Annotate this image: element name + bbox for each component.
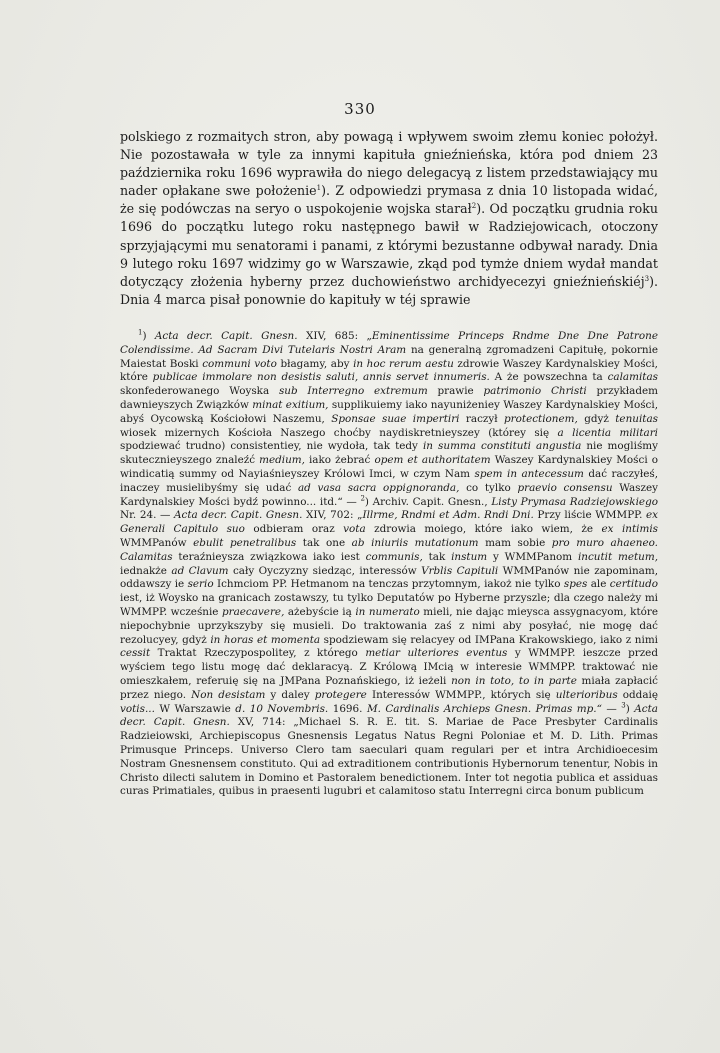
footnote-text: Traktat Rzeczypospolitey, z którego (150, 647, 366, 660)
footnote-text: Listy Prymasa Radziejowskiego (491, 495, 658, 508)
footnote-text: ex Generali Capitulo suo (120, 509, 659, 536)
footnote-text: Eminentissime Princeps Rndme Dne Dne Patrone Colendissime. Ad Sacram Divi Tutelaris Nostri Aram (120, 330, 658, 356)
footnote-text: instum (451, 550, 488, 563)
footnote-text: XV, 714: „Michael S. R. E. tit. S. Mariae de Pace Presbyter Cardinalis Radzieiowski, Archiepiscopus Gnesnensis Legatus Natus Regni Poloniae et M. D. Lith. Primas Primusque Princeps. Universo Clero tam saeculari quam regulari per et intra Archidioecesim Nostram Gnesnensem constituto. Qui ad extraditionem contributionis Hybernorum tenentur, Nobis in Christo dilecti salutem in Domino et Pastoralem benedictionem. Inter tot negotia publica et assiduas curas Primatiales, quibus in praesenti lugubri et calamitoso statu Interregni circa bonum publicum (120, 716, 659, 798)
footnote-text: mieli, nie dając mieysca assygnacyom, które niepochybnie uprzykszyby się musieli. Do traktowania zaś z nimi aby posyłać, nie mogę dać rezolucyey, gdyż (120, 605, 659, 646)
footnote-text: raczył (459, 412, 505, 425)
footnote-text: protectionem, (504, 412, 578, 425)
footnote-text: na generalną zgromadzeni Capitułę, pokornie Maiestat Boski (120, 343, 659, 370)
footnote-text: ebulit penetralibus (193, 536, 297, 549)
footnote-text: protegere (314, 688, 367, 701)
footnote-text: praecavere, (221, 605, 285, 618)
footnote-text: — (601, 702, 622, 715)
footnote-text: ale (587, 578, 610, 591)
footnote-text: Przy liście WMMPP. (533, 509, 646, 522)
footnote-text: ulterioribus (555, 688, 618, 701)
footnote-text: in summa constituti angustia (422, 440, 582, 453)
footnote-text: oddaię (617, 688, 658, 701)
footnote-text: cały Oyczyzny siedząc, interessów (228, 564, 422, 577)
footnote-text: medium, (259, 454, 305, 467)
footnote-text: teraźnieysza związkowa iako iest (172, 550, 366, 563)
footnote-text: pro muro ahaeneo. Calamitas (120, 536, 658, 563)
footnote-text: Illrme, Rndmi et Adm. Rndi Dni. (362, 509, 534, 522)
footnote-text: prawie (427, 385, 484, 398)
footnote-text: Non desistam (191, 688, 266, 701)
footnote-text: Waszey Kardynalskiey Mości bydź powinno... itd.“ — (120, 481, 659, 508)
footnote-text: votis... (120, 702, 155, 715)
footnote-text: wiosek mizernych Kościoła Naszego choćby naydiskretnieyszey (którey się (120, 426, 558, 439)
footnote-ref: 1 (316, 184, 322, 193)
footnote-text: iest, iż Woysko na granicach zostawszy, tu tylko Deputatów po Hyberne przyszle; dla czego należy mi WMMPP. wcześnie (120, 592, 658, 618)
footnote-text: minat exitium, (252, 398, 329, 411)
footnote-text: Acta decr. Capit. Gnesn. (174, 509, 303, 522)
footnote-text: nie mogliśmy skutecznieyszego znaleźć (120, 440, 658, 467)
footnote-text: tenuitas (615, 412, 658, 425)
footnote-text: ) (625, 702, 635, 715)
footnote-text: 1696. (328, 702, 367, 715)
footnote-text: supplikuiemy iako nayuniżeniey Waszey Kardynalskiey Mości, abyś Oycowską Kościołowi Naszemu, (120, 398, 658, 425)
footnote-text: spes (563, 578, 588, 591)
footnote-text: spodziewam się relacyey od IMPana Krakowskiego, iako z nimi (320, 633, 658, 646)
footnote-text: a licentia militari (557, 426, 658, 439)
footnote-text: sub Interregno extremum (278, 385, 428, 398)
footnote-text: Waszey Kardynalskiey Mości o windicatią summy od Nayiaśnieyszey Królowi Imci, w czym Nam (120, 454, 658, 480)
footnote-ref: 2 (471, 202, 477, 211)
footnote-1 (120, 330, 658, 799)
footnote-text: Acta decr. Capit. Gnesn. (154, 330, 298, 342)
footnote-text: Nr. 24. — (120, 509, 175, 522)
footnote-text: serio (187, 578, 214, 591)
footnote-text: odbieram oraz (244, 523, 344, 536)
footnote-text: d. 10 Novembris. (235, 702, 329, 715)
footnote-text: metiar ulteriores eventus (365, 647, 508, 660)
footnote-text: publicae immolare non desistis saluti, annis servet innumeris. (152, 371, 490, 384)
footnote-text: WMMPanów (120, 536, 194, 549)
footnote-text: A że powszechna ta (489, 371, 608, 384)
footnote-text: iednakże (120, 564, 172, 577)
footnote-text: ) (142, 330, 155, 342)
footnote-text: spem in antecessum (474, 467, 584, 480)
footnote-text: Ichmciom PP. Hetmanom na tenczas przytomnym, iakoż nie tylko (213, 578, 564, 591)
footnote-text: ) Archiv. Capit. Gnesn., (364, 495, 492, 508)
footnote-text: spodziewać trudno) consistentiey, nie wydoła, tak tedy (120, 440, 423, 453)
footnote-text: tak one (296, 536, 352, 549)
footnote-text: mam sobie (478, 536, 552, 549)
main-text-part: ). Od początku grudnia roku 1696 do początku lutego roku następnego bawił w Radziejowicach, otoczony sprzyjającymi mu senatorami i panami, z którymi bezustanne odbywał narady. Dnia 9 lutego roku 1697 widzimy go w Warszawie, zkąd pod tymże dniem wydał mandat dotyczący złożenia hyberny przez duchowieństwo archidyecezyi gnieźnieńskiéj (120, 201, 658, 289)
footnote-text: dać raczyłeś, inaczey musielibyśmy się udać (120, 467, 658, 494)
footnote-text: Vrblis Capituli (421, 564, 499, 577)
footnote-text: certitudo (609, 578, 658, 591)
footnote-text: communi voto (202, 357, 277, 370)
footnote-text: ab iniuriis mutationum (351, 536, 479, 549)
footnote-text: ażebyście ią (284, 605, 356, 618)
footnote-text: iako żebrać (304, 454, 375, 467)
footnote-ref: 3 (644, 274, 650, 283)
footnote-text: ad vasa sacra oppignoranda, (297, 481, 460, 494)
footnote-text: błagamy, aby (276, 357, 354, 370)
footnote-text: ad Clavum (171, 564, 229, 577)
footnote-text: co tylko (459, 481, 518, 494)
footnote-text: incutit metum, (577, 550, 658, 563)
footnote-text: ex intimis (601, 523, 658, 536)
footnote-mark: 1 (138, 328, 143, 337)
footnote-text: calamitas (607, 371, 658, 384)
footnote-text: przykładem dawnieyszych Związków (120, 385, 658, 411)
footnote-text: in horas et momenta (210, 633, 321, 646)
footnote-text: skonfederowanego Woyska (120, 385, 279, 398)
footnote-text: non in toto, to in parte (451, 674, 577, 687)
footnote-text: y WMMPanom (487, 550, 578, 563)
footnote-text: W Warszawie (154, 702, 236, 715)
footnote-text: patrimonio Christi (483, 385, 587, 398)
footnote-mark: 2 (360, 494, 365, 503)
footnote-text: Acta decr. Capit. Gnesn. (120, 702, 658, 729)
footnote-mark: 3 (621, 701, 626, 710)
footnote-text: y WMMPP. ieszcze przed wyściem tego listu mogę dać deklaracyą. Z Królową IMcią w interesie WMMPP. traktować nie omieszkałem, referuię się na JMPana Poznańskiego, iż ieżeli (120, 647, 658, 687)
footnote-text: in numerato (355, 605, 420, 618)
footnote-text: opem et authoritatem (374, 454, 491, 467)
footnote-text: Sponsae suae impertiri (331, 412, 460, 425)
footnote-text: praevio consensu (517, 481, 613, 494)
main-text-part: polskiego z rozmaitych stron, aby powagą i wpływem swoim złemu koniec położył. Nie pozostawała w tyle za innymi kapituła gnieźnieńska, która pod dniem 23 października roku 1696 wyprawiła do niego delegacyą z listem przedstawiający mu nader opłakane swe położenie (120, 129, 658, 199)
footnote-text: zdrowia moiego, które iako wiem, że (365, 523, 602, 536)
footnote-text: cessit (120, 647, 151, 660)
footnote-text: y daley (265, 688, 315, 701)
footnote-text: vota (343, 523, 366, 536)
footnote-text: tak (422, 550, 452, 563)
footnote-text: communis, (365, 550, 423, 563)
footnote-text: zdrowie Waszey Kardynalskiey Mości, które (120, 357, 658, 384)
main-text-part: ). Dnia 4 marca pisał ponownie do kapituły w téj sprawie (120, 273, 658, 307)
main-text-part: ). Z odpowiedzi prymasa z dnia 10 listopada widać, że się podówczas na seryo o uspokojenie wojska starał (120, 183, 658, 217)
main-text-paragraph (120, 128, 658, 309)
footnote-text: Interessów WMMPP., których się (366, 688, 556, 701)
footnote-text: miała zapłacić przez niego. (120, 674, 658, 701)
footnote-text: gdyż (577, 412, 616, 425)
footnote-text: M. Cardinalis Archieps Gnesn. Primas mp.“ (366, 702, 602, 715)
page-number: 330 (344, 100, 376, 118)
footnote-text: XIV, 702: „ (302, 509, 363, 522)
footnote-text: in hoc rerum aestu (353, 357, 454, 370)
footnotes-block (120, 330, 658, 799)
footnote-text: XIV, 685: „ (297, 330, 372, 342)
footnote-text: WMMPanów nie zapominam, oddawszy ie (120, 564, 659, 591)
